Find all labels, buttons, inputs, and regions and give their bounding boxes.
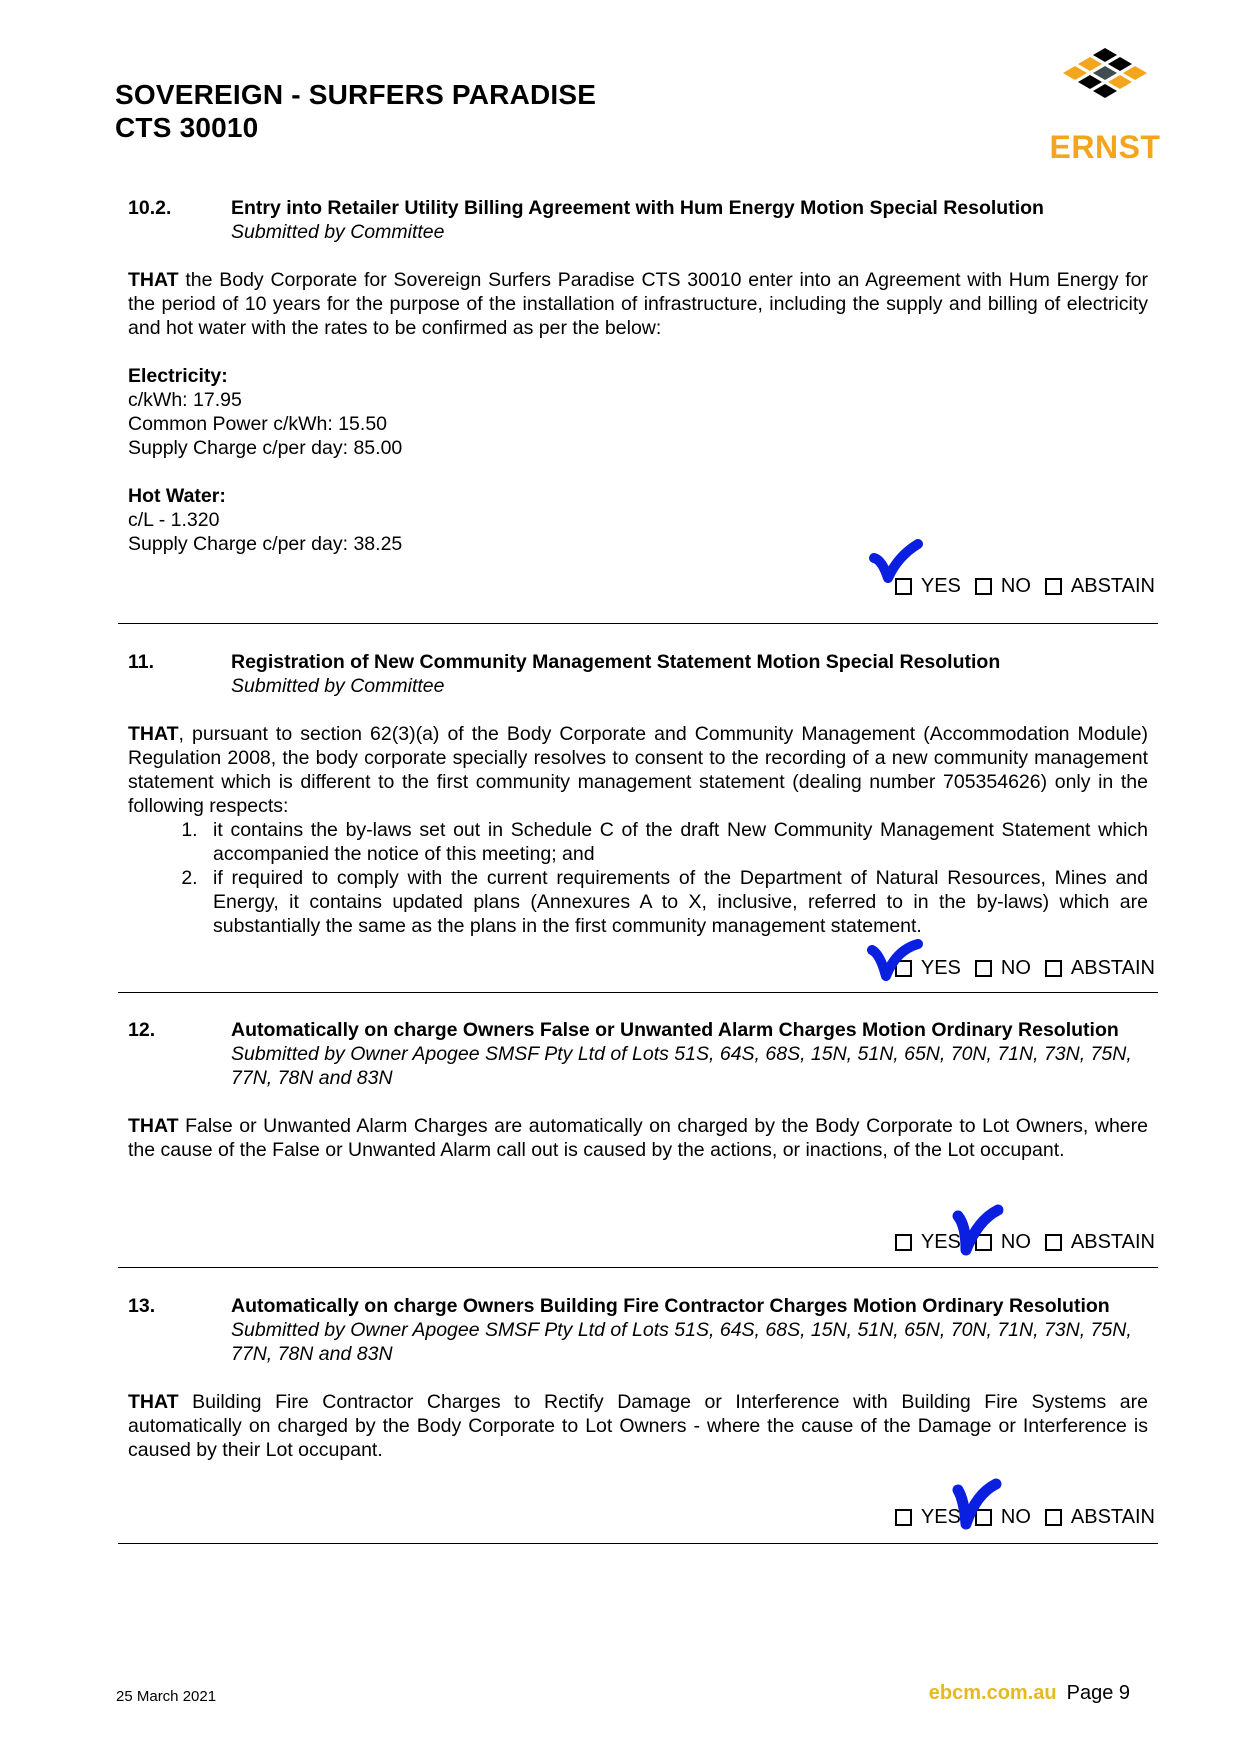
electricity-rates [128, 364, 1148, 460]
vote-no-label: NO [1000, 957, 1031, 979]
section-divider [118, 1267, 1158, 1268]
section-divider [118, 992, 1158, 993]
checkbox-abstain[interactable] [1045, 960, 1062, 977]
vote-no-label: NO [1000, 575, 1031, 597]
page-number: Page 9 [1066, 1682, 1130, 1704]
diamond-grid-logo-icon [1040, 44, 1170, 129]
vote-yes[interactable] [895, 956, 961, 980]
vote-yes-label: YES [920, 957, 961, 979]
that-label: THAT [128, 269, 179, 291]
vote-options-13 [881, 1505, 1155, 1529]
rate-line: c/kWh: 17.95 [128, 389, 242, 411]
hot-water-rates [128, 484, 1148, 556]
vote-yes[interactable] [895, 574, 961, 598]
motion-body [128, 722, 1148, 818]
vote-options-11 [881, 956, 1155, 980]
motion-submitted-by: Submitted by Committee [231, 675, 445, 697]
motion-body [128, 1390, 1148, 1462]
motion-number: 11. [128, 651, 155, 673]
vote-no[interactable] [975, 1230, 1031, 1254]
motion-title: Automatically on charge Owners Building Fire Contractor Charges Motion Ordinary Resolution [231, 1295, 1110, 1317]
vote-no[interactable] [975, 956, 1031, 980]
ernst-logo [1040, 44, 1170, 164]
vote-no-label: NO [1000, 1506, 1031, 1528]
rate-line: Supply Charge c/per day: 85.00 [128, 437, 403, 459]
vote-no[interactable] [975, 574, 1031, 598]
checkbox-abstain[interactable] [1045, 1234, 1062, 1251]
checkbox-abstain[interactable] [1045, 578, 1062, 595]
checkbox-yes[interactable] [895, 960, 912, 977]
checkbox-yes[interactable] [895, 578, 912, 595]
motion-13 [128, 1294, 1148, 1462]
vote-options-10-2 [881, 574, 1155, 598]
motion-number: 10.2. [128, 197, 172, 219]
motion-submitted-by: Submitted by Committee [231, 221, 445, 243]
vote-yes-label: YES [920, 575, 961, 597]
motion-submitted-by: Submitted by Owner Apogee SMSF Pty Ltd of Lots 51S, 64S, 68S, 15N, 51N, 65N, 70N, 71N, 73N, 75N, 77N, 78N and 83N [231, 1319, 1132, 1365]
rate-line: Supply Charge c/per day: 38.25 [128, 533, 403, 555]
vote-yes-label: YES [920, 1506, 961, 1528]
motion-title: Entry into Retailer Utility Billing Agreement with Hum Energy Motion Special Resolution [231, 197, 1044, 219]
section-divider [118, 623, 1158, 624]
motion-body [128, 268, 1148, 340]
vote-no[interactable] [975, 1505, 1031, 1529]
title-line-1: SOVEREIGN - SURFERS PARADISE [115, 79, 597, 110]
checkbox-yes[interactable] [895, 1234, 912, 1251]
list-item: 2. if required to comply with the current requirements of the Department of Natural Resources, Mines and Energy, it contains updated plans (Annexures A to X, inclusive, referred to in the by-laws) which are substantially the same as the plans in the first community management statement. [203, 866, 1148, 938]
footer-right [929, 1682, 1130, 1705]
motion-body [128, 1114, 1148, 1162]
motion-title: Automatically on charge Owners False or Unwanted Alarm Charges Motion Ordinary Resolution [231, 1019, 1119, 1041]
rate-line: Common Power c/kWh: 15.50 [128, 413, 388, 435]
list-item: 1. it contains the by-laws set out in Schedule C of the draft New Community Management Statement which accompanied the notice of this meeting; and [203, 818, 1148, 866]
title-line-2: CTS 30010 [115, 112, 259, 143]
rate-heading: Hot Water: [128, 485, 226, 507]
checkbox-abstain[interactable] [1045, 1509, 1062, 1526]
vote-yes[interactable] [895, 1230, 961, 1254]
vote-options-12 [881, 1230, 1155, 1254]
motion-number: 13. [128, 1295, 156, 1317]
vote-abstain-label: ABSTAIN [1070, 575, 1155, 597]
checkbox-no[interactable] [975, 1509, 992, 1526]
vote-abstain[interactable] [1045, 574, 1155, 598]
checkbox-no[interactable] [975, 1234, 992, 1251]
footer-website-link[interactable]: ebcm.com.au [928, 1682, 1057, 1704]
motion-body-text: the Body Corporate for Sovereign Surfers Paradise CTS 30010 enter into an Agreement with Hum Energy for the period of 10 years for the purpose of the installation of infrastructure, including the supply and billing of electricity and hot water with the rates to be confirmed as per the below: [128, 269, 1149, 339]
checkbox-no[interactable] [975, 960, 992, 977]
motion-11 [128, 650, 1148, 938]
motion-body-text: False or Unwanted Alarm Charges are automatically on charged by the Body Corporate to Lot Owners, where the cause of the False or Unwanted Alarm call out is caused by the actions, or inactions, of the Lot occupant. [128, 1115, 1148, 1161]
that-label: THAT [128, 1115, 179, 1137]
checkbox-no[interactable] [975, 578, 992, 595]
vote-abstain[interactable] [1045, 1230, 1155, 1254]
motion-12 [128, 1018, 1148, 1162]
motion-title: Registration of New Community Management Statement Motion Special Resolution [231, 651, 1001, 673]
footer-date: 25 March 2021 [116, 1688, 217, 1705]
vote-abstain[interactable] [1045, 956, 1155, 980]
vote-abstain-label: ABSTAIN [1070, 1506, 1155, 1528]
vote-yes-label: YES [920, 1231, 961, 1253]
rate-line: c/L - 1.320 [128, 509, 220, 531]
logo-text: ERNST [1049, 129, 1161, 165]
vote-no-label: NO [1000, 1231, 1031, 1253]
vote-abstain-label: ABSTAIN [1070, 1231, 1155, 1253]
motion-number: 12. [128, 1019, 156, 1041]
respects-list [128, 818, 1148, 938]
motion-body-text: , pursuant to section 62(3)(a) of the Body Corporate and Community Management (Accommodation Module) Regulation 2008, the body corporate specially resolves to consent to the recording of a new community management statement which is different to the first community management statement (dealing number 705354626) only in the following respects: [128, 723, 1148, 817]
that-label: THAT [128, 1391, 179, 1413]
vote-abstain[interactable] [1045, 1505, 1155, 1529]
rate-heading: Electricity: [128, 365, 228, 387]
document-title [115, 78, 596, 144]
checkbox-yes[interactable] [895, 1509, 912, 1526]
motion-submitted-by: Submitted by Owner Apogee SMSF Pty Ltd of Lots 51S, 64S, 68S, 15N, 51N, 65N, 70N, 71N, 73N, 75N, 77N, 78N and 83N [231, 1043, 1132, 1089]
motion-10-2 [128, 196, 1148, 556]
that-label: THAT [128, 723, 179, 745]
motion-body-text: Building Fire Contractor Charges to Rectify Damage or Interference with Building Fire Systems are automatically on charged by the Body Corporate to Lot Owners - where the cause of the Damage or Interference is caused by their Lot occupant. [128, 1391, 1148, 1461]
vote-abstain-label: ABSTAIN [1070, 957, 1155, 979]
vote-yes[interactable] [895, 1505, 961, 1529]
section-divider [118, 1543, 1158, 1544]
